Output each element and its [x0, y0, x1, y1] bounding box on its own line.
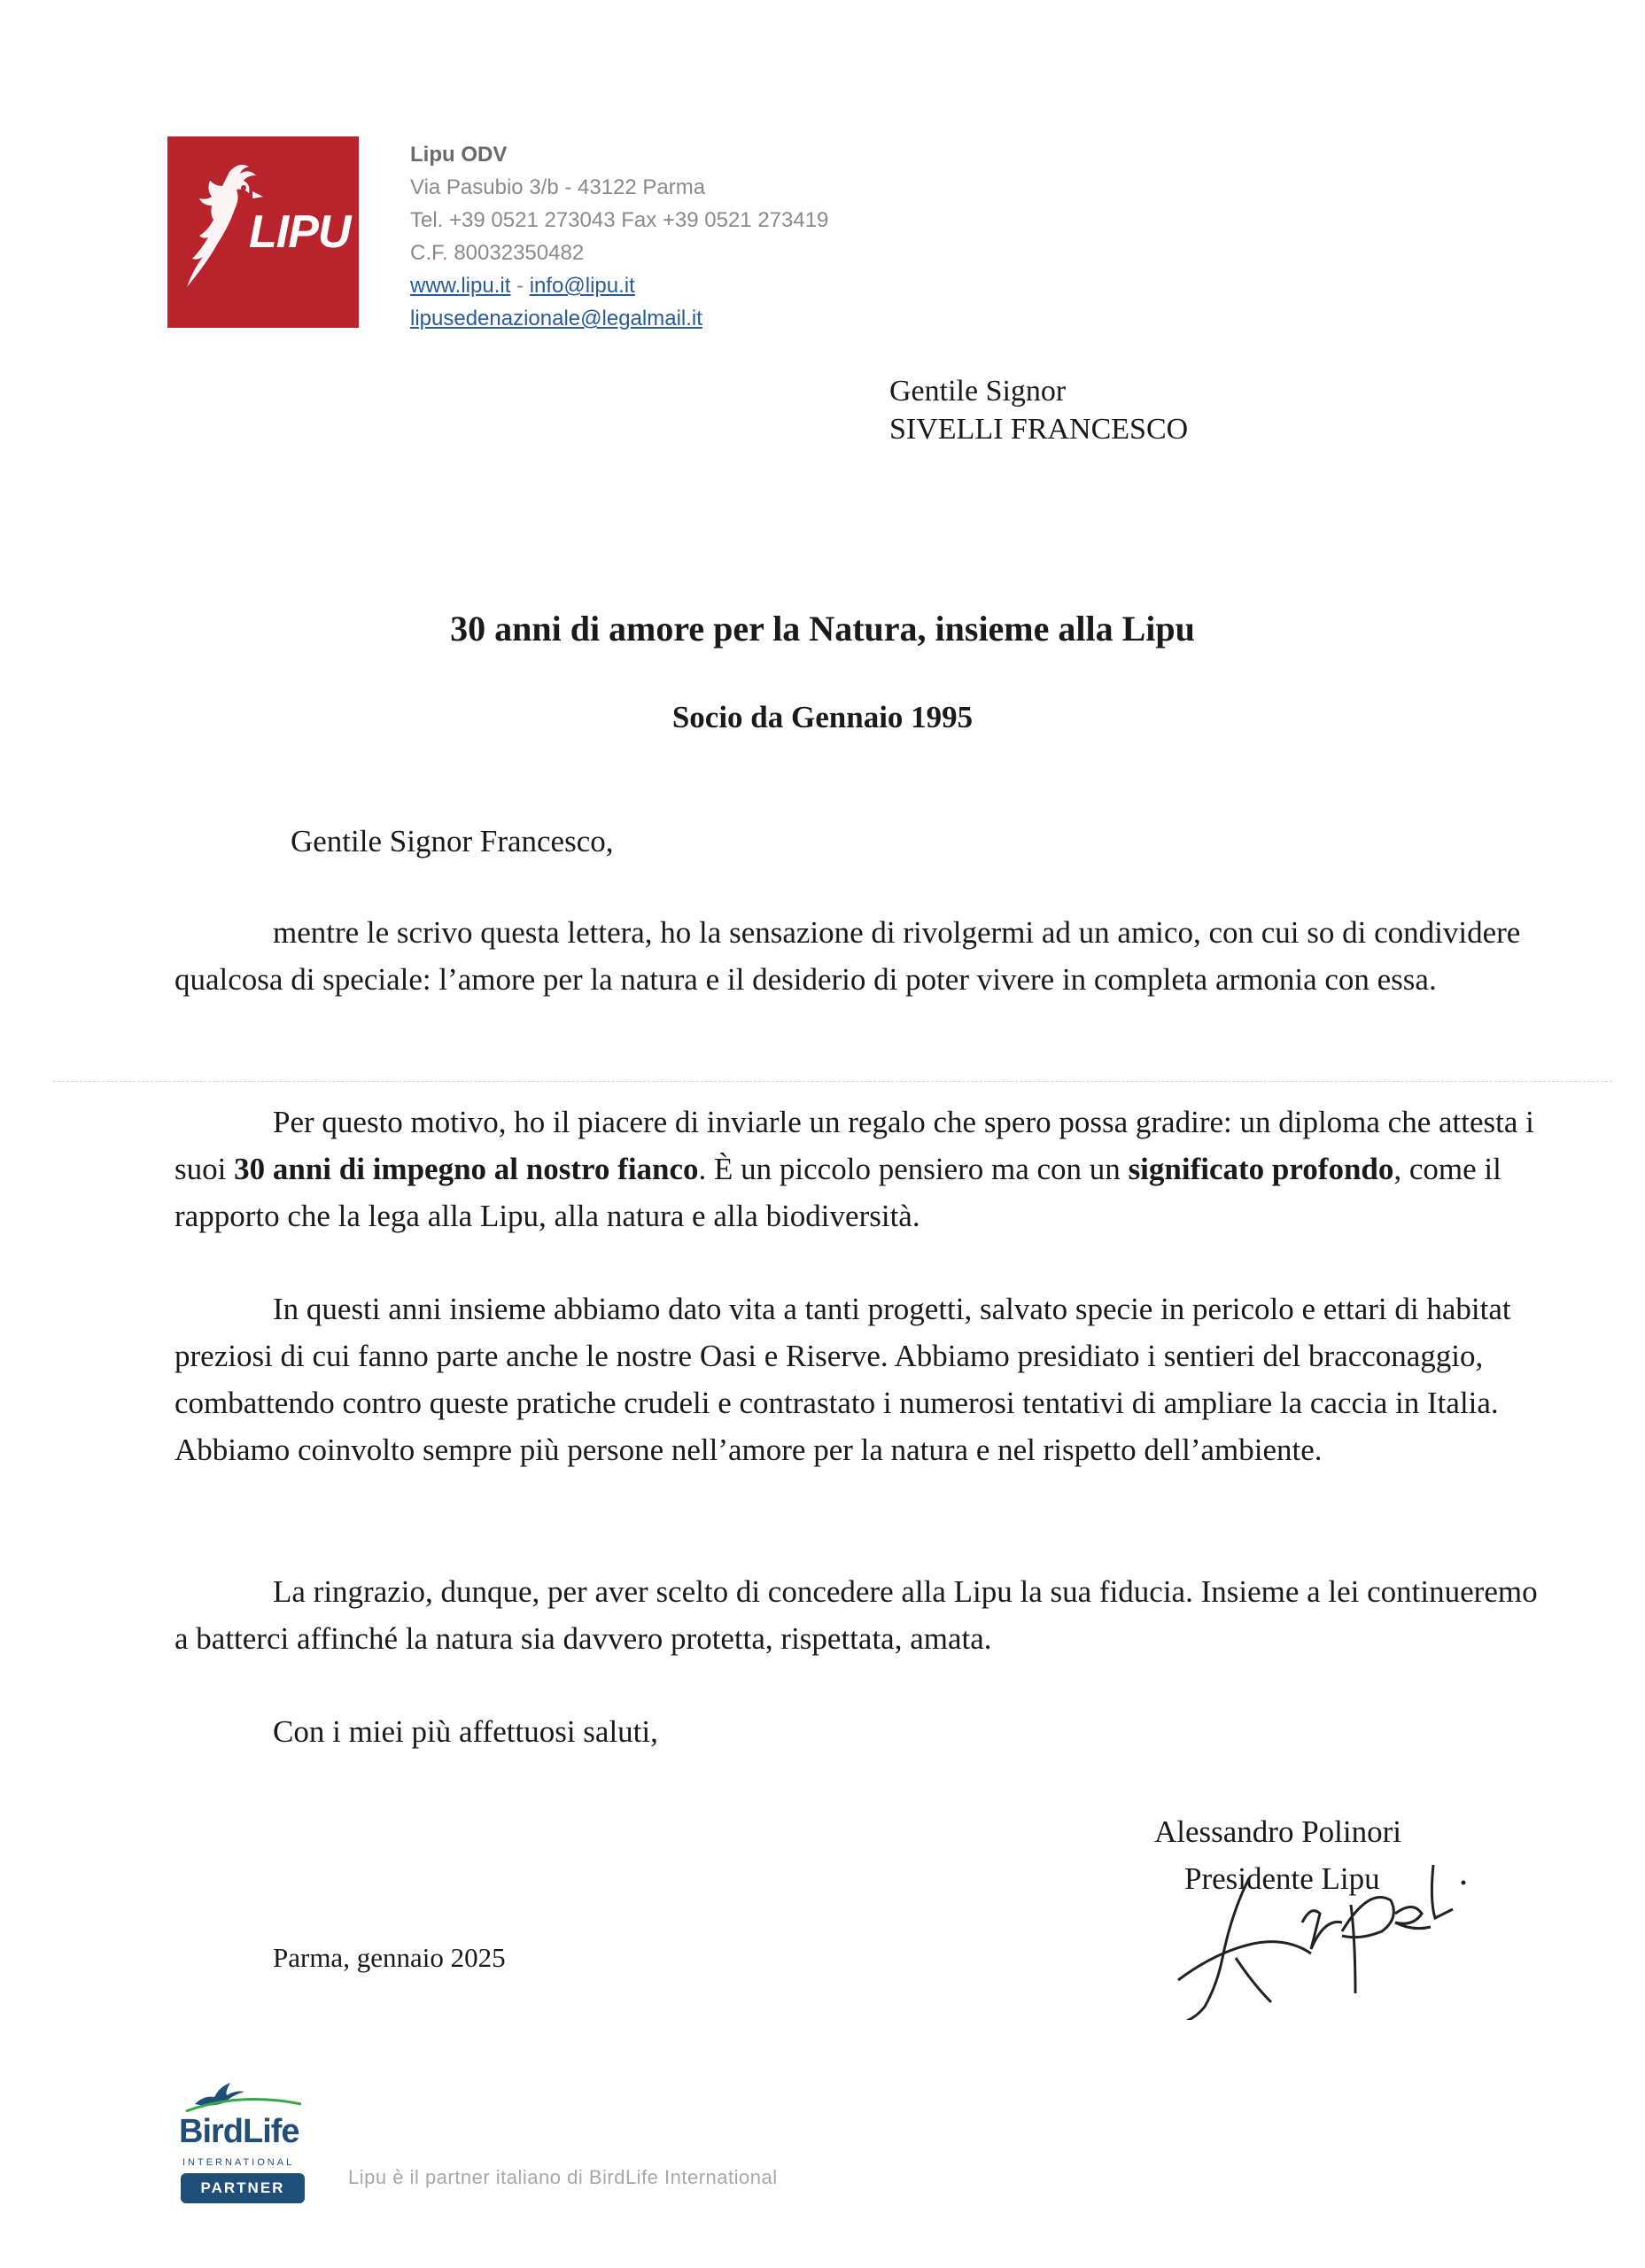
birdlife-name: BirdLife: [179, 2113, 299, 2150]
paragraph-1: mentre le scrivo questa lettera, ho la sensazione di rivolgermi ad un amico, con cui so di condividere qualcosa di speciale: l’amore per la natura e il desiderio di poter vivere in completa armonia con essa.: [175, 915, 1521, 997]
place-date: Parma, gennaio 2025: [273, 1942, 506, 1973]
org-web-links: [410, 269, 828, 302]
recipient-block: [889, 372, 1188, 448]
signer-role: Presidente Lipu: [1184, 1861, 1380, 1896]
scan-fold-line: [53, 1081, 1612, 1082]
closing: Con i miei più affettuosi saluti,: [273, 1714, 658, 1749]
lipu-logo: [167, 136, 359, 328]
org-phone-fax: Tel. +39 0521 273043 Fax +39 0521 273419: [410, 208, 829, 232]
birdlife-partner-badge: PARTNER: [181, 2173, 305, 2203]
org-address: Via Pasubio 3/b - 43122 Parma: [410, 175, 706, 199]
footer-note: Lipu è il partner italiano di BirdLife International: [348, 2166, 778, 2188]
handwritten-signature: [1152, 1852, 1524, 2020]
link-separator: -: [510, 274, 530, 298]
paragraph-3: In questi anni insieme abbiamo dato vita a tanti progetti, salvato specie in pericolo e ettari di habitat preziosi di cui fanno parte anche le nostre Oasi e Riserve. Abbiamo presidiato i sentieri del bracconaggio, combattendo contro queste pratiche crudeli e contrastato i numerosi tentativi di ampliare la caccia in Italia. Abbiamo coinvolto sempre più persone nell’amore per la natura e nel rispetto dell’ambiente.: [175, 1292, 1511, 1467]
recipient-salutation: Gentile Signor: [889, 375, 1067, 408]
letter-subtitle: Socio da Gennaio 1995: [671, 700, 974, 734]
birdlife-bird-icon: [177, 2069, 310, 2113]
greeting: Gentile Signor Francesco,: [291, 824, 614, 858]
email-link[interactable]: info@lipu.it: [529, 274, 635, 298]
website-link[interactable]: www.lipu.it: [410, 274, 511, 298]
paragraph-4: La ringrazio, dunque, per aver scelto di concedere alla Lipu la sua fiducia. Insieme a lei continueremo a batterci affinché la natura sia davvero protetta, rispettata, amata.: [175, 1574, 1538, 1656]
letter-title: 30 anni di amore per la Natura, insieme alla Lipu: [450, 609, 1195, 649]
paragraph-2: Per questo motivo, ho il piacere di inviarle un regalo che spero possa gradire: un diploma che attesta i suoi 30 anni di impegno al nostro fianco. È un piccolo pensiero ma con un significato profondo, come il rapporto che la lega alla Lipu, alla natura e alla biodiversità.: [175, 1105, 1534, 1233]
signer-name: Alessandro Polinori: [1154, 1814, 1402, 1849]
logo-wordmark: LIPU: [249, 206, 351, 258]
sender-info: [410, 138, 828, 335]
bold-phrase-30-anni: 30 anni di impegno al nostro fianco: [234, 1152, 699, 1186]
org-tax-code: C.F. 80032350482: [410, 241, 585, 265]
org-name: Lipu ODV: [410, 143, 508, 167]
recipient-name: SIVELLI FRANCESCO: [889, 413, 1189, 446]
bold-phrase-significato: significato profondo: [1128, 1152, 1394, 1186]
pec-link[interactable]: lipusedenazionale@legalmail.it: [410, 307, 702, 330]
birdlife-international: INTERNATIONAL: [182, 2157, 295, 2168]
